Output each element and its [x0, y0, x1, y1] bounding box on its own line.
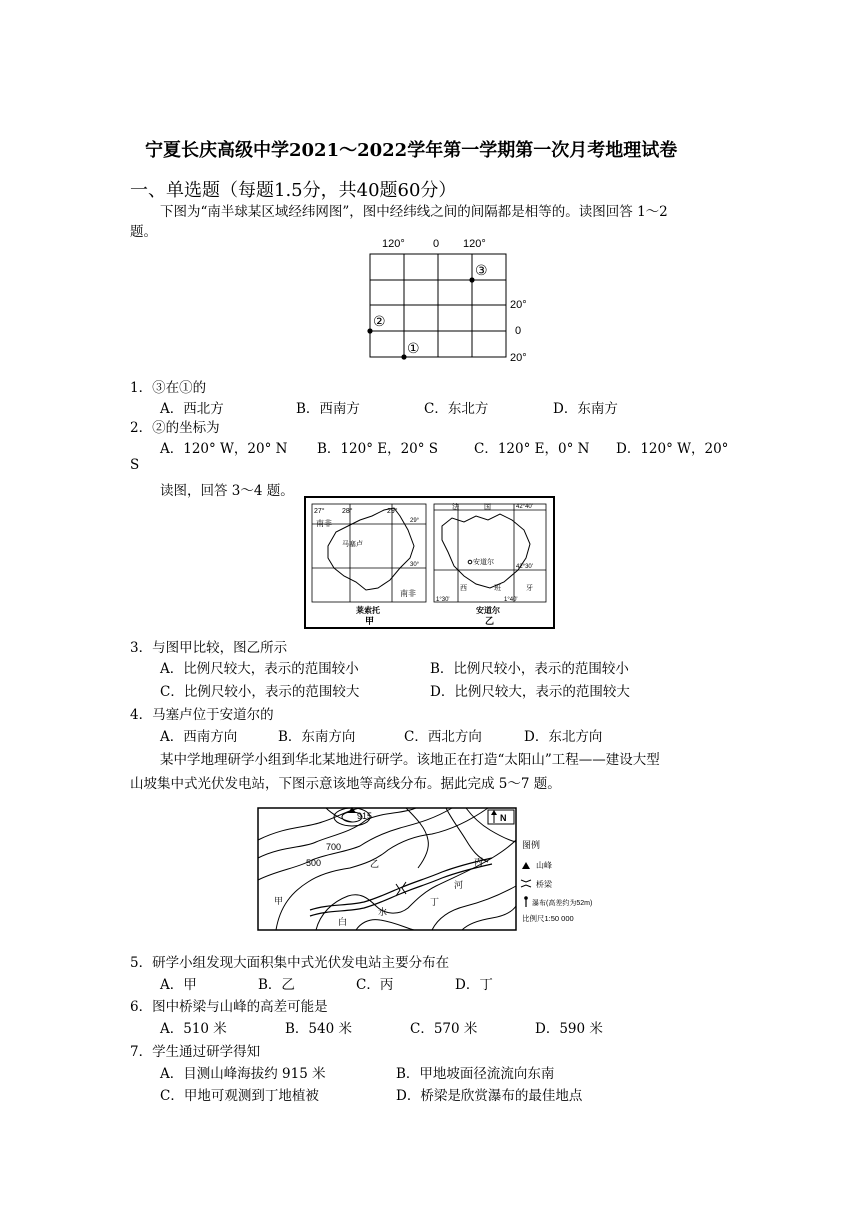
fig1-lon-label: 0	[433, 238, 440, 250]
fig2-caption-jia: 甲	[365, 616, 375, 626]
point-2-dot	[367, 328, 372, 333]
q3-option-a: A．比例尺较大，表示的范围较小	[160, 661, 359, 677]
intro-1-line2: 题。	[130, 224, 157, 240]
point-1-dot	[401, 354, 406, 359]
fig3-legend-waterfall: 瀑布(高差约为52m)	[532, 900, 593, 907]
q1-option-d: D．东南方	[553, 401, 618, 417]
fig2-lon-1-40: 1°40'	[504, 597, 518, 603]
q5-option-b: B．乙	[258, 977, 295, 993]
q6-option-c: C．570 米	[410, 1021, 478, 1037]
fig2-lat-30: 30°	[410, 562, 420, 568]
fig3-river-shui: 水	[378, 907, 388, 917]
q6-option-b: B．540 米	[285, 1021, 352, 1037]
q5-option-c: C．丙	[356, 977, 394, 993]
q4-option-c: C．西北方向	[404, 729, 482, 745]
point-3-dot	[469, 277, 474, 282]
question-3-stem: 3．与图甲比较，图乙所示	[130, 640, 288, 656]
point-3-label: ③	[475, 262, 488, 278]
fig3-contour-700: 700	[326, 842, 342, 852]
question-6-stem: 6．图中桥梁与山峰的高差可能是	[130, 999, 328, 1015]
fig1-lon-label: 120°	[382, 238, 405, 250]
q7-option-a: A．目测山峰海拔约 915 米	[160, 1066, 326, 1082]
q4-option-b: B．东南方向	[278, 729, 356, 745]
fig1-lat-label: 20°	[510, 352, 527, 364]
fig2-label-fa: 法	[452, 504, 459, 511]
q4-option-a: A．西南方向	[160, 729, 238, 745]
fig2-lat-42-40: 42°40'	[516, 504, 533, 510]
section-heading: 一、单选题（每题1.5分，共40题60分）	[130, 180, 457, 201]
point-1-label: ①	[407, 340, 420, 356]
fig1-lon-label: 120°	[463, 238, 486, 250]
q1-option-b: B．西南方	[296, 401, 360, 417]
q1-option-a: A．西北方	[160, 401, 224, 417]
q7-option-c: C．甲地可观测到丁地植被	[160, 1088, 319, 1104]
figure-2-maps	[304, 496, 556, 630]
q2-option-c: C．120° E，0° N	[474, 441, 590, 457]
intro-3-line1: 某中学地理研学小组到华北某地进行研学。该地正在打造“太阳山”工程——建设大型	[160, 752, 660, 768]
fig3-place-ding: 丁	[430, 897, 440, 907]
q2-option-a: A．120° W，20° N	[160, 441, 288, 457]
q2-option-b: B．120° E，20° S	[317, 441, 439, 457]
intro-2: 读图，回答 3～4 题。	[160, 483, 294, 499]
fig2-lat-42-30: 42°30'	[516, 564, 533, 570]
q2-option-d: D．120° W，20°	[616, 441, 729, 457]
north-arrow-icon: N	[500, 813, 507, 823]
fig2-caption-andorra: 安道尔	[476, 606, 500, 615]
fig3-legend-peak: 山峰	[536, 861, 552, 870]
fig2-label-xi: 西	[460, 585, 467, 592]
fig2-caption-lesotho: 莱索托	[356, 606, 380, 615]
q7-option-d: D．桥梁是欣赏瀑布的最佳地点	[396, 1088, 583, 1104]
question-1-stem: 1．③在①的	[130, 380, 207, 396]
question-5-stem: 5．研学小组发现大面积集中式光伏发电站主要分布在	[130, 955, 450, 971]
q5-option-d: D．丁	[455, 977, 493, 993]
fig2-label-andorra-city: 安道尔	[473, 559, 494, 566]
q6-option-d: D．590 米	[535, 1021, 603, 1037]
fig3-peak-label: 915	[357, 811, 373, 821]
fig2-label-ya: 牙	[526, 585, 533, 592]
fig3-river-he: 河	[454, 880, 464, 890]
fig2-label-south-africa: 南非	[316, 519, 332, 528]
fig2-label-ban: 班	[494, 585, 501, 592]
fig2-lon-1-30: 1°30'	[436, 597, 450, 603]
fig2-label-guo: 国	[484, 504, 491, 511]
figure-1-grid	[360, 232, 540, 367]
q6-option-a: A．510 米	[160, 1021, 227, 1037]
fig3-place-jia: 甲	[274, 896, 284, 906]
intro-3-line2: 山坡集中式光伏发电站，下图示意该地等高线分布。据此完成 5～7 题。	[130, 776, 561, 792]
fig3-legend-bridge: 桥梁	[536, 880, 552, 889]
intro-1-line1: 下图为“南半球某区域经纬网图”，图中经纬线之间的间隔都是相等的。读图回答 1～2	[160, 204, 668, 220]
q2-option-d-wrap: S	[130, 457, 140, 473]
q3-option-b: B．比例尺较小，表示的范围较小	[430, 661, 629, 677]
q3-option-c: C．比例尺较小，表示的范围较大	[160, 684, 360, 700]
fig3-legend-scale: 比例尺1:50 000	[522, 914, 574, 923]
question-2-stem: 2．②的坐标为	[130, 420, 220, 436]
question-7-stem: 7．学生通过研学得知	[130, 1044, 261, 1060]
fig3-river-bai: 白	[338, 917, 348, 927]
q1-option-c: C．东北方	[424, 401, 489, 417]
q5-option-a: A．甲	[160, 977, 197, 993]
fig2-lon-27: 27°	[314, 508, 325, 515]
fig2-lon-28: 28°	[342, 508, 353, 515]
point-2-label: ②	[373, 313, 386, 329]
fig2-label-south-africa-2: 南非	[400, 589, 416, 598]
fig3-place-yi: 乙	[370, 859, 380, 869]
fig3-contour-500: 500	[306, 858, 322, 868]
fig3-place-bing: 丙	[474, 857, 484, 867]
fig3-legend-title: 图例	[522, 840, 541, 850]
q4-option-d: D．东北方向	[524, 729, 603, 745]
q7-option-b: B．甲地坡面径流流向东南	[396, 1066, 555, 1082]
exam-title: 宁夏长庆高级中学2021～2022学年第一学期第一次月考地理试卷	[145, 140, 678, 161]
fig1-lat-label: 0	[515, 325, 522, 337]
figure-3-contour-map	[256, 806, 593, 934]
fig2-caption-yi: 乙	[485, 616, 495, 626]
question-4-stem: 4．马塞卢位于安道尔的	[130, 707, 274, 723]
fig2-lat-29: 29°	[410, 518, 420, 524]
fig2-lon-29: 29°	[387, 508, 398, 515]
q3-option-d: D．比例尺较大，表示的范围较大	[430, 684, 630, 700]
fig2-label-maseru: 马塞卢	[342, 541, 363, 548]
fig1-lat-label: 20°	[510, 299, 527, 311]
